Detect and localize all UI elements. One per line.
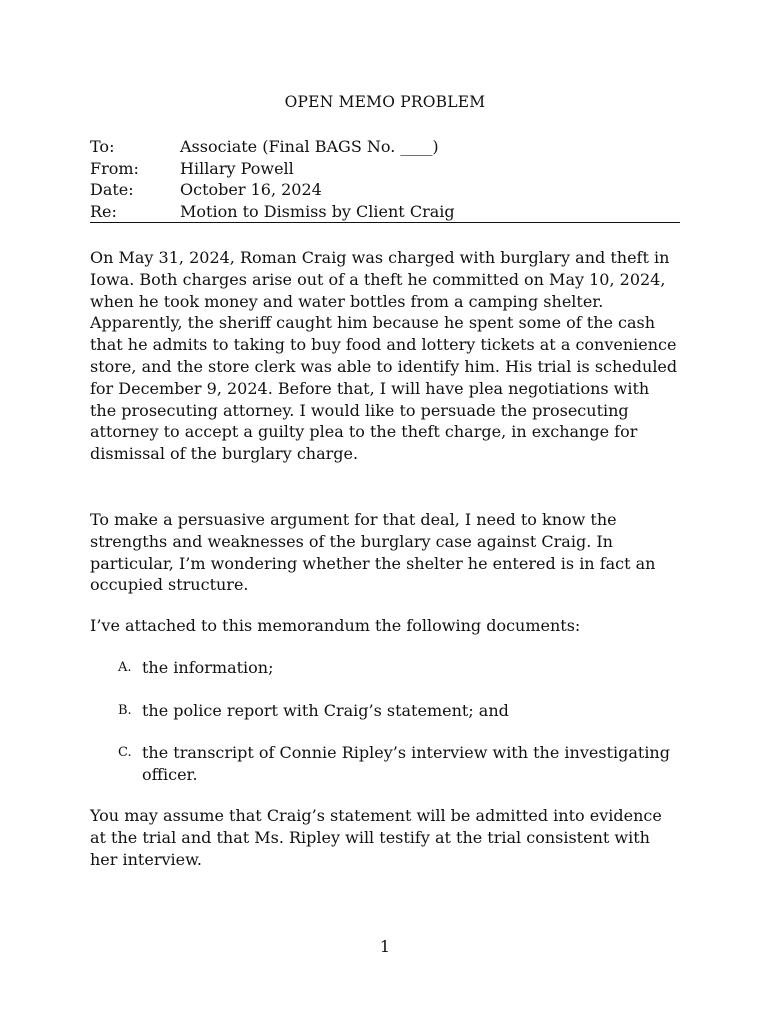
header-label-re: Re: — [90, 201, 117, 221]
attachment-item — [118, 700, 680, 722]
attachment-item — [118, 742, 680, 786]
attachment-text: the police report with Craig’s statement; and — [142, 701, 509, 720]
header-row-date — [90, 179, 680, 201]
paragraph-attachments-intro: I’ve attached to this memorandum the following documents: — [90, 616, 581, 635]
attachment-marker: B. — [118, 703, 132, 718]
paragraph-assumptions: You may assume that Craig’s statement will be admitted into evidence at the trial and that Ms. Ripley will testify at the trial consistent with her interview. — [90, 806, 662, 869]
header-row-from — [90, 158, 680, 180]
paragraph-facts: On May 31, 2024, Roman Craig was charged with burglary and theft in Iowa. Both charges arise out of a theft he committed on May 10, 2024, when he took money and water bottles from a camping shelter. Apparently, the sheriff caught him because he spent some of the cash that he admits to taking to buy food and lottery tickets at a convenience store, and the store clerk was able to identify him. His trial is scheduled for December 9, 2024. Before that, I will have plea negotiations with the prosecuting attorney. I would like to persuade the prosecuting attorney to accept a guilty plea to the theft charge, in exchange for dismissal of the burglary charge. — [90, 248, 678, 464]
header-value-from: Hillary Powell — [180, 158, 294, 178]
header-value-date: October 16, 2024 — [180, 180, 322, 199]
header-value-re: Motion to Dismiss by Client Craig — [180, 201, 455, 221]
attachment-marker: A. — [118, 660, 132, 675]
paragraph-request: To make a persuasive argument for that deal, I need to know the strengths and weaknesses of the burglary case against Craig. In particular, I’m wondering whether the shelter he entered is in fact an occupied structure. — [90, 510, 656, 595]
memo-page — [90, 0, 680, 1024]
header-label-to: To: — [90, 137, 115, 156]
attachment-marker: C. — [118, 745, 132, 760]
attachment-text: the information; — [142, 658, 274, 677]
memo-title: OPEN MEMO PROBLEM — [284, 93, 486, 111]
page-number: 1 — [379, 937, 391, 956]
header-divider — [90, 222, 680, 223]
header-row-re — [90, 201, 680, 223]
header-row-to — [90, 136, 680, 158]
header-label-from: From: — [90, 158, 139, 178]
memo-header — [90, 136, 680, 222]
attachment-item — [118, 657, 680, 679]
attachment-text: the transcript of Connie Ripley’s interview with the investigating officer. — [142, 743, 670, 784]
header-value-to: Associate (Final BAGS No. ____) — [180, 137, 439, 156]
header-label-date: Date: — [90, 180, 134, 199]
